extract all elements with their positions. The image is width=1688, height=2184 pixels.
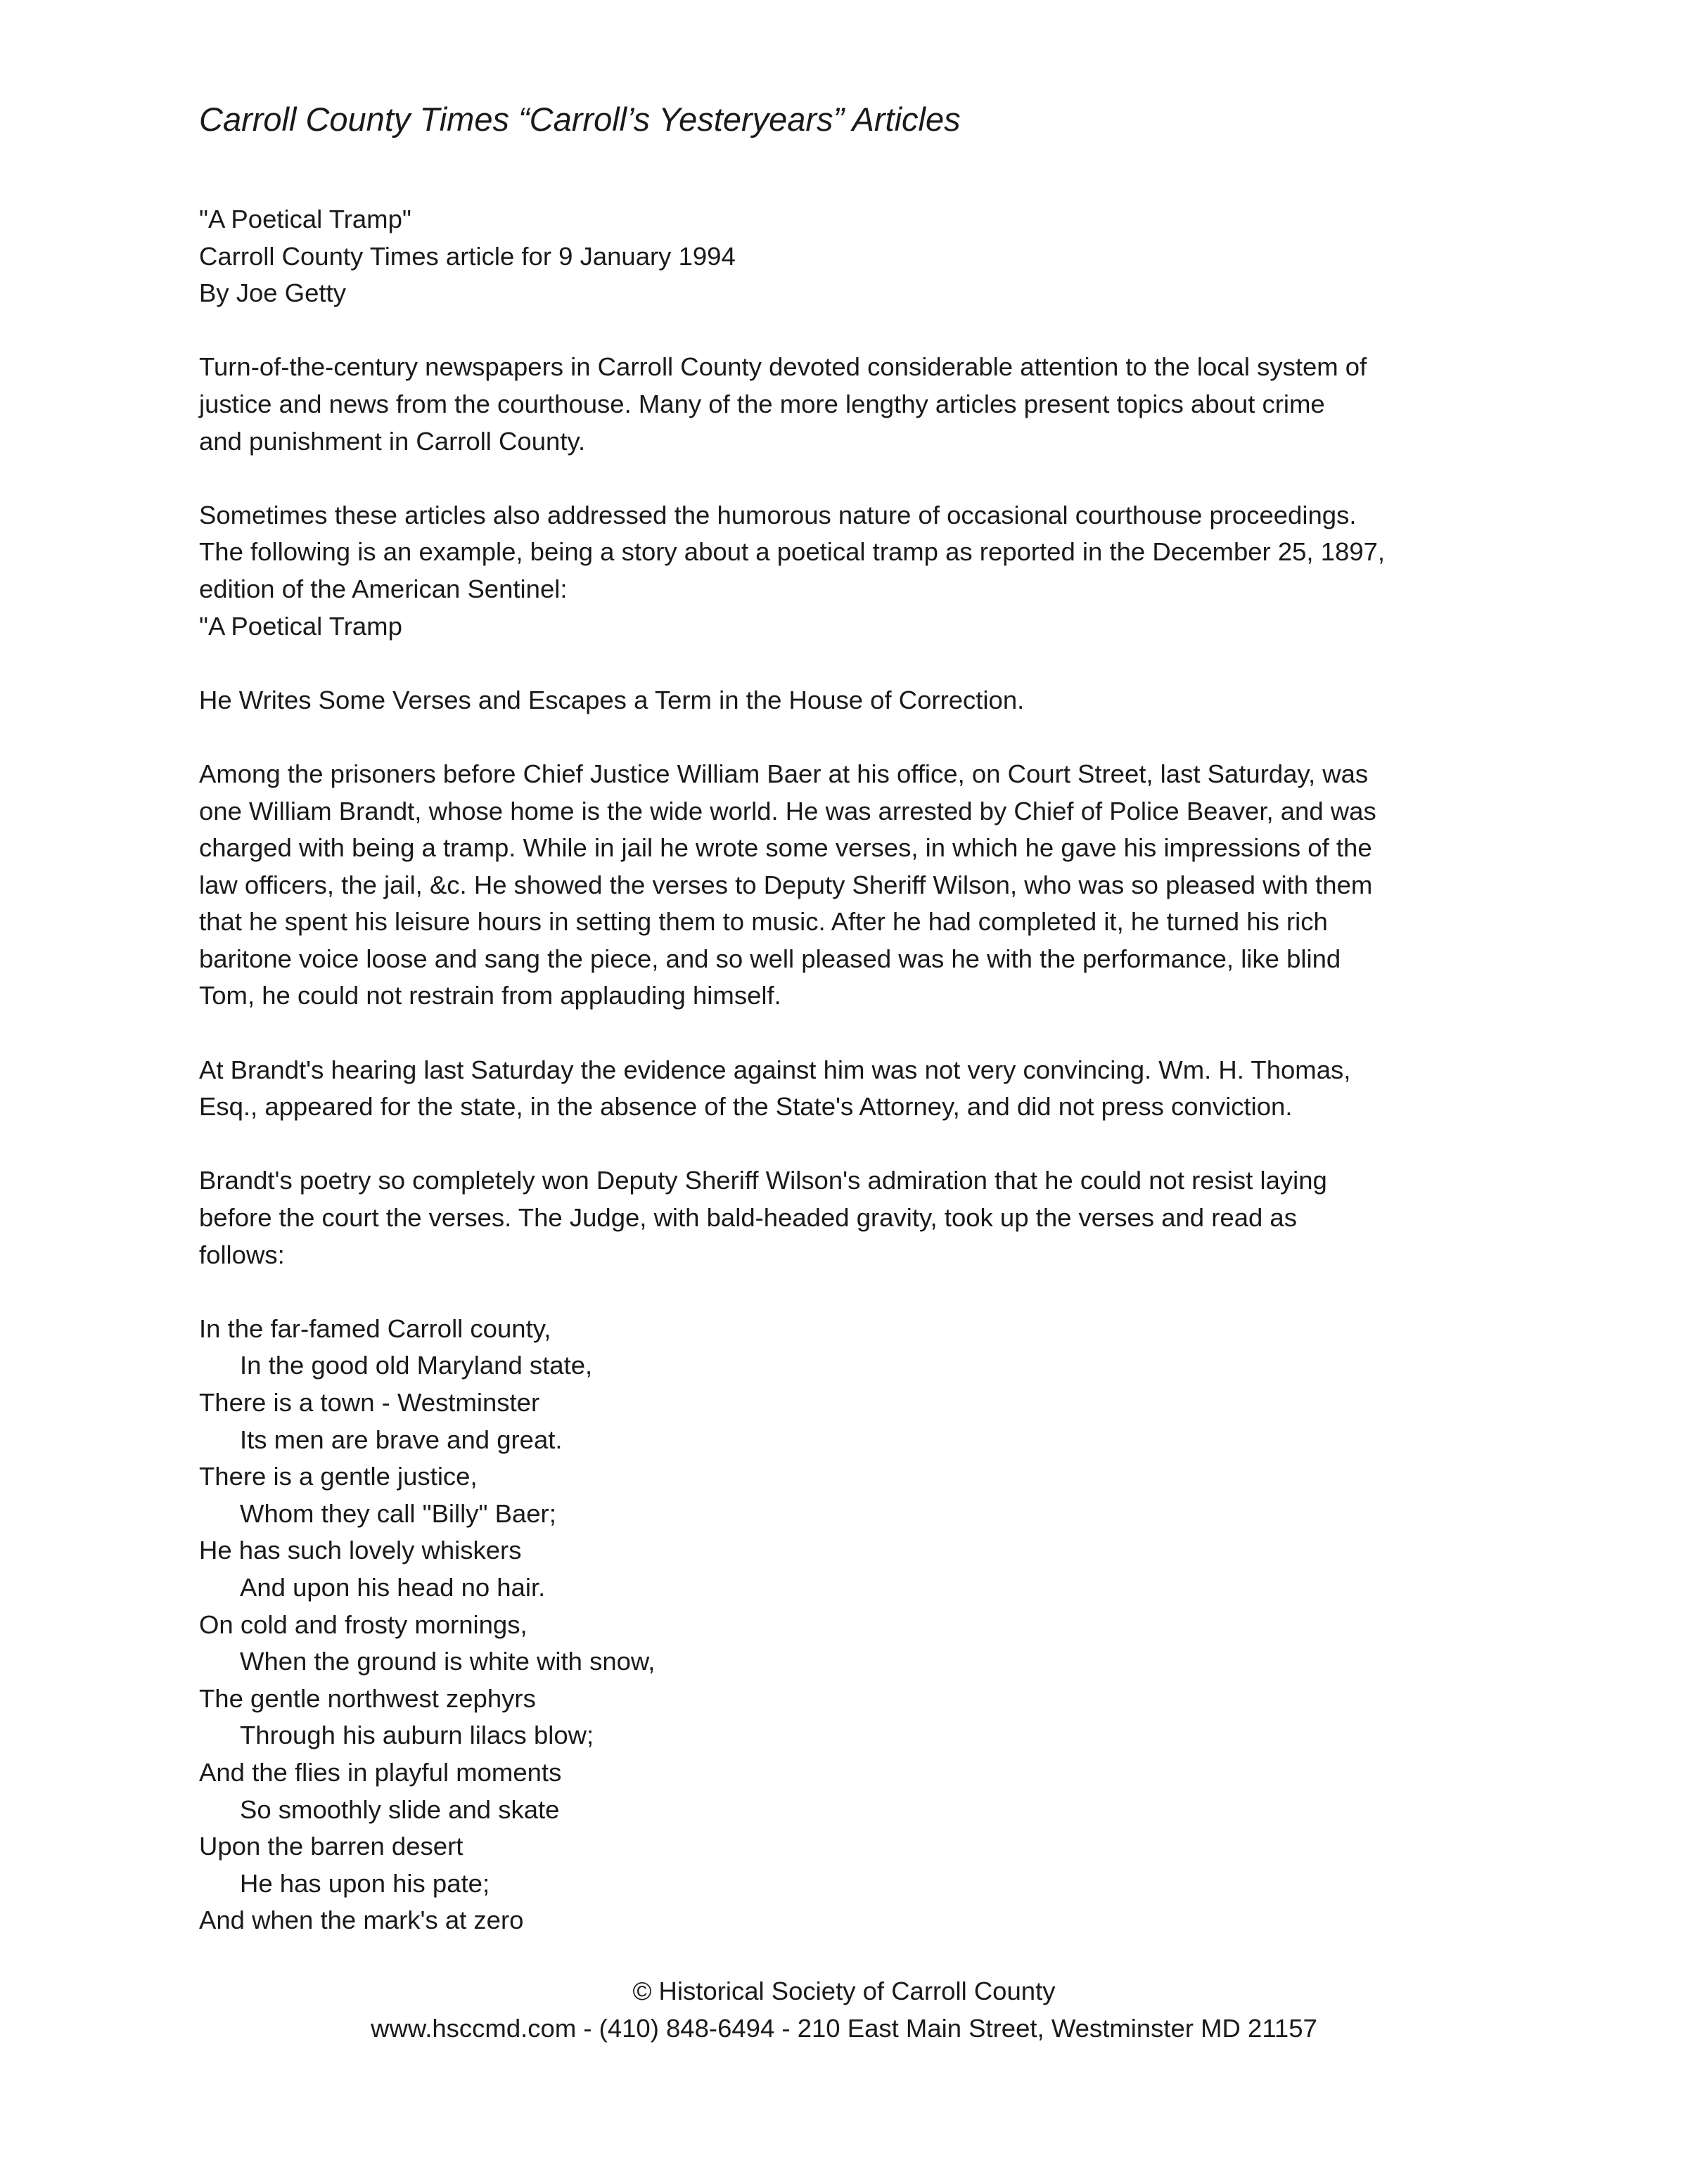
text-line: before the court the verses. The Judge, with bald-headed gravity, took up the verses and read as [199,1203,1297,1233]
text-line: Esq., appeared for the state, in the absence of the State's Attorney, and did not press conviction. [199,1092,1293,1122]
text-line: "A Poetical Tramp [199,611,402,641]
text-line: He Writes Some Verses and Escapes a Term in the House of Correction. [199,685,1025,714]
poem-line: There is a town - Westminster [199,1388,540,1417]
text-line: At Brandt's hearing last Saturday the evidence against him was not very convincing. Wm. H. Thomas, [199,1055,1351,1084]
poem-line: And the flies in playful moments [199,1757,562,1787]
poem-line: Upon the barren desert [199,1832,463,1861]
text-line: edition of the American Sentinel: [199,574,568,603]
footer-contact: www.hsccmd.com - (410) 848-6494 - 210 East Main Street, Westminster MD 21157 [371,2013,1317,2043]
page-footer [0,1973,1688,2047]
article-publication: Carroll County Times article for 9 January 1994 [199,241,736,271]
text-line: Turn-of-the-century newspapers in Carroll County devoted considerable attention to the local system of [199,352,1367,382]
paragraph-4 [199,756,1507,1015]
poem-line: On cold and frosty mornings, [199,1610,528,1639]
text-line: law officers, the jail, &c. He showed the verses to Deputy Sheriff Wilson, who was so pleased with them [199,870,1373,899]
document-header-title: Carroll County Times “Carroll’s Yesteryears” Articles [199,101,961,138]
poem-line-indented: Through his auburn lilacs blow; [240,1721,594,1750]
text-line: The following is an example, being a story about a poetical tramp as reported in the December 25, 1897, [199,537,1386,567]
poem-line-indented: So smoothly slide and skate [240,1794,560,1824]
document-body [199,201,1507,1939]
paragraph-1 [199,349,1507,460]
poem [199,1311,1507,1939]
poem-line-indented: And upon his head no hair. [240,1572,546,1602]
text-line: that he spent his leisure hours in setting them to music. After he had completed it, he turned his rich [199,907,1328,937]
article-byline: By Joe Getty [199,278,346,308]
poem-line: In the far-famed Carroll county, [199,1313,551,1343]
poem-line: The gentle northwest zephyrs [199,1683,536,1713]
text-line: justice and news from the courthouse. Many of the more lengthy articles present topics about crime [199,389,1325,418]
text-line: baritone voice loose and sang the piece, and so well pleased was he with the performance, like blind [199,944,1341,973]
article-title: "A Poetical Tramp" [199,205,411,233]
text-line: Brandt's poetry so completely won Deputy Sheriff Wilson's admiration that he could not resist laying [199,1166,1327,1195]
poem-line-indented: He has upon his pate; [240,1868,490,1898]
poem-line-indented: In the good old Maryland state, [240,1351,593,1380]
text-line: follows: [199,1240,285,1269]
text-line: one William Brandt, whose home is the wide world. He was arrested by Chief of Police Beaver, and was [199,796,1376,826]
text-line: Among the prisoners before Chief Justice William Baer at his office, on Court Street, last Saturday, was [199,759,1369,788]
text-line: charged with being a tramp. While in jail he wrote some verses, in which he gave his impressions of the [199,833,1372,863]
poem-line: And when the mark's at zero [199,1906,524,1935]
poem-line: He has such lovely whiskers [199,1536,522,1565]
paragraph-5 [199,1052,1507,1126]
text-line: Sometimes these articles also addressed the humorous nature of occasional courthouse proceedings. [199,500,1357,529]
paragraph-6 [199,1162,1507,1273]
text-line: and punishment in Carroll County. [199,426,586,456]
article-heading-block [199,201,1507,312]
paragraph-3 [199,682,1507,719]
poem-line-indented: Its men are brave and great. [240,1425,563,1454]
poem-line: There is a gentle justice, [199,1462,478,1491]
poem-line-indented: When the ground is white with snow, [240,1647,656,1676]
paragraph-2 [199,497,1507,645]
text-line: Tom, he could not restrain from applauding himself. [199,981,781,1010]
footer-copyright: © Historical Society of Carroll County [632,1977,1056,2005]
poem-line-indented: Whom they call "Billy" Baer; [240,1498,556,1528]
